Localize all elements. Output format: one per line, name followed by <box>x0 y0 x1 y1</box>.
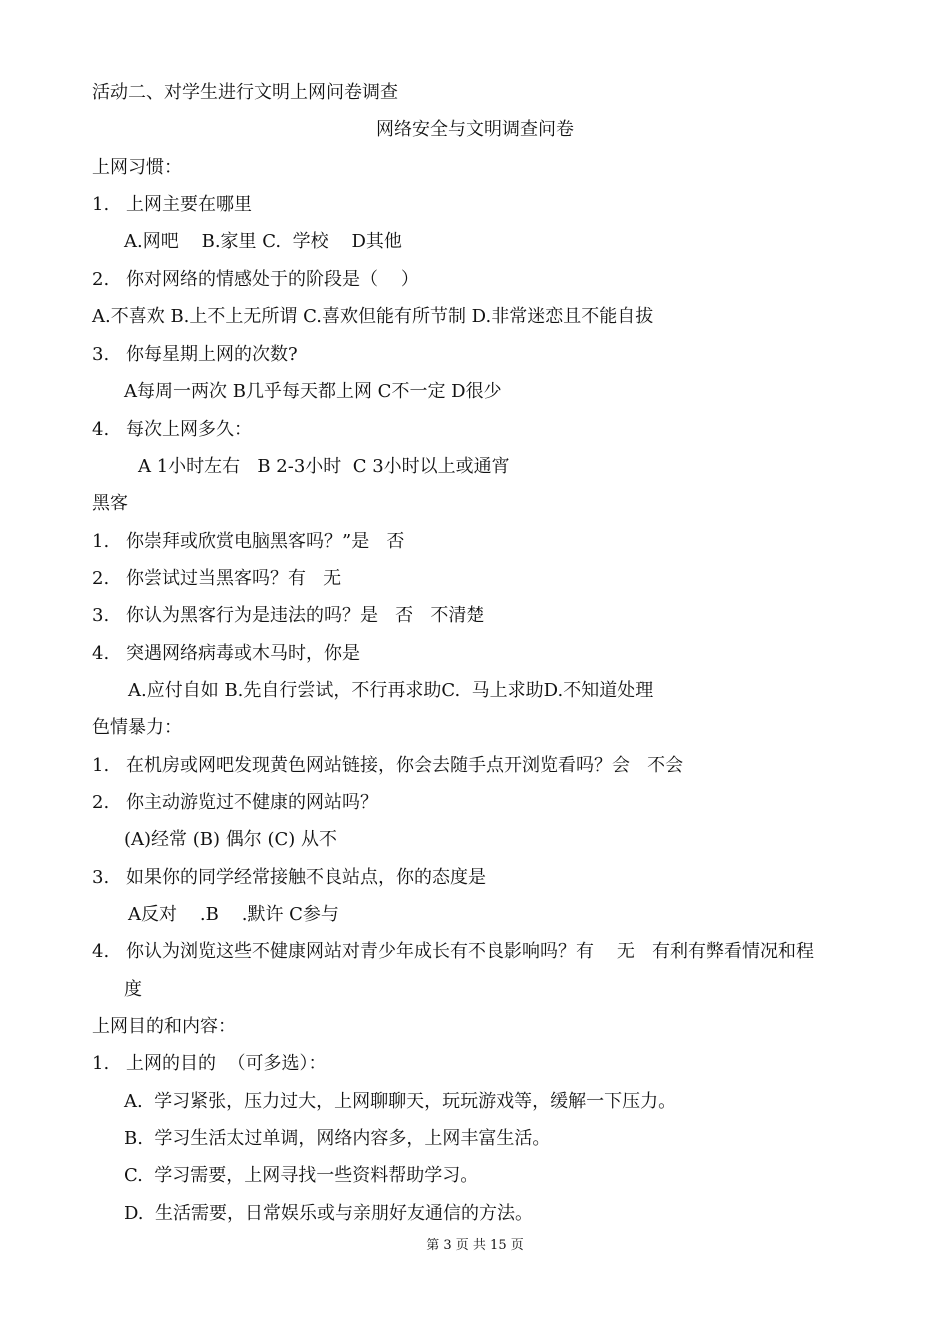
question-number: 3. <box>92 867 110 888</box>
question-habits-2 <box>92 268 419 292</box>
survey-title: 网络安全与文明调查问卷 <box>376 119 574 140</box>
question-options: A 1小时左右 B 2-3小时 C 3小时以上或通宵 <box>138 456 510 477</box>
question-number: 2. <box>92 269 110 290</box>
question-number: 1. <box>92 531 110 552</box>
question-text: 上网主要在哪里 <box>126 194 252 215</box>
question-number: 2. <box>92 568 110 589</box>
question-options: A.应付自如 B.先自行尝试，不行再求助C. 马上求助D.不知道处理 <box>128 680 654 701</box>
question-purpose-1 <box>92 1052 326 1076</box>
section-heading-hacker: 黑客 <box>92 493 128 514</box>
question-options: A.不喜欢 B.上不上无所谓 C.喜欢但能有所节制 D.非常迷恋且不能自拔 <box>92 306 654 327</box>
question-text: 你认为浏览这些不健康网站对青少年成长有不良影响吗？有 无 有利有弊看情况和程 <box>126 941 815 962</box>
question-hacker-4 <box>92 642 360 666</box>
question-text: 你每星期上网的次数? <box>126 344 298 365</box>
question-hacker-2 <box>92 567 341 591</box>
question-text: 你对网络的情感处于的阶段是（ ） <box>126 269 419 290</box>
question-number: 1. <box>92 755 110 776</box>
question-hacker-3 <box>92 604 484 628</box>
purpose-option-b: B. 学习生活太过单调，网络内容多，上网丰富生活。 <box>124 1128 551 1149</box>
question-violence-1 <box>92 754 683 778</box>
question-number: 1. <box>92 1053 110 1074</box>
question-text: 如果你的同学经常接触不良站点，你的态度是 <box>126 867 486 888</box>
question-number: 2. <box>92 792 110 813</box>
question-options: A.网吧 B.家里 C. 学校 D其他 <box>124 231 402 252</box>
question-text: 上网的目的 （可多选）： <box>126 1053 327 1074</box>
activity-title: 活动二、对学生进行文明上网问卷调查 <box>92 82 398 103</box>
question-text: 你崇拜或欣赏电脑黑客吗？”是 否 <box>126 531 405 552</box>
section-heading-purpose: 上网目的和内容： <box>92 1016 236 1037</box>
question-violence-3 <box>92 866 486 890</box>
question-violence-2 <box>92 791 378 815</box>
question-options: (A)经常 (B) 偶尔 (C) 从不 <box>124 829 338 850</box>
question-text: 你主动游览过不健康的网站吗？ <box>126 792 378 813</box>
question-text: 在机房或网吧发现黄色网站链接，你会去随手点开浏览看吗？会 不会 <box>126 755 684 776</box>
question-violence-4 <box>92 940 814 964</box>
question-text: 突遇网络病毒或木马时，你是 <box>126 643 360 664</box>
question-options: A反对 .B .默许 C参与 <box>128 904 339 925</box>
question-continuation: 度 <box>124 979 142 1000</box>
question-hacker-1 <box>92 530 404 554</box>
section-heading-violence: 色情暴力： <box>92 717 182 738</box>
question-options: A每周一两次 B几乎每天都上网 C不一定 D很少 <box>124 381 502 402</box>
purpose-option-c: C. 学习需要，上网寻找一些资料帮助学习。 <box>124 1165 479 1186</box>
purpose-option-d: D. 生活需要，日常娱乐或与亲朋好友通信的方法。 <box>124 1203 533 1224</box>
question-habits-4 <box>92 418 252 442</box>
question-habits-3 <box>92 343 298 367</box>
question-text: 你认为黑客行为是违法的吗？是 否 不清楚 <box>126 605 485 626</box>
purpose-option-a: A. 学习紧张，压力过大，上网聊聊天，玩玩游戏等，缓解一下压力。 <box>124 1091 677 1112</box>
section-heading-habits: 上网习惯： <box>92 157 182 178</box>
question-number: 4. <box>92 419 110 440</box>
question-text: 你尝试过当黑客吗？有 无 <box>126 568 342 589</box>
question-number: 4. <box>92 643 110 664</box>
question-number: 4. <box>92 941 110 962</box>
question-text: 每次上网多久： <box>126 419 252 440</box>
question-number: 3. <box>92 605 110 626</box>
question-number: 3. <box>92 344 110 365</box>
question-number: 1. <box>92 194 110 215</box>
page-footer: 第 3 页 共 15 页 <box>426 1238 524 1253</box>
question-habits-1 <box>92 193 252 217</box>
